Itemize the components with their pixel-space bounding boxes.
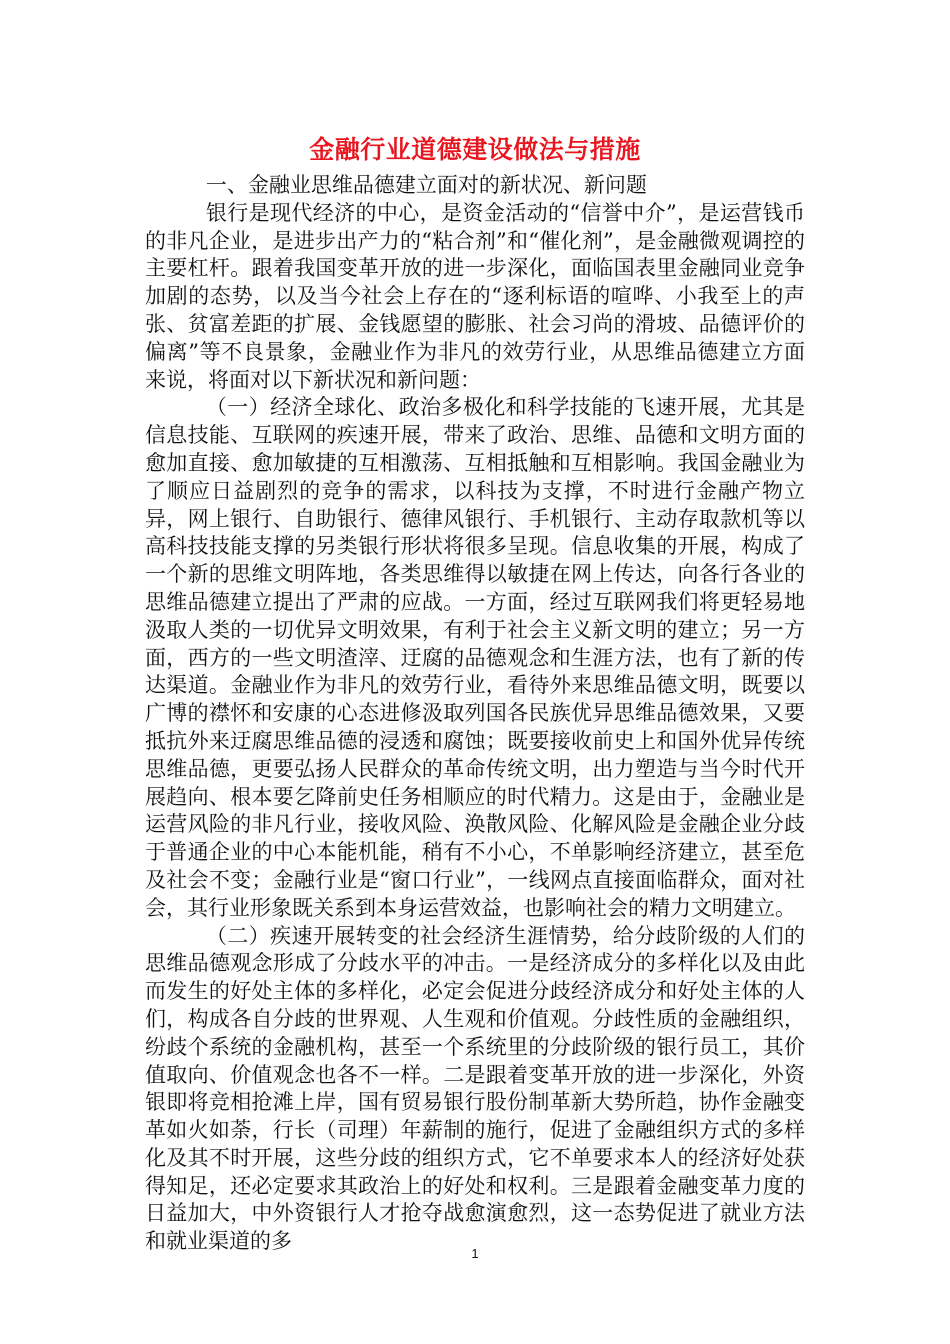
- paragraph: （二）疾速开展转变的社会经济生涯情势，给分歧阶级的人们的思维品德观念形成了分歧水平的冲击。一是经济成分的多样化以及由此而发生的好处主体的多样化，必定会促进分歧经济成分和好处主体的人们，构成各自分歧的世界观、人生观和价值观。分歧性质的金融组织，纷歧个系统的金融机构，甚至一个系统里的分歧阶级的银行员工，其价值取向、价值观念也各不一样。二是跟着变革开放的进一步深化，外资银即将竞相抢滩上岸，国有贸易银行股份制革新大势所趋，协作金融变革如火如荼，行长（司理）年薪制的施行，促进了金融组织方式的多样化及其不时开展，这些分歧的组织方式，它不单要求本人的经济好处获得知足，还必定要求其政治上的好处和权利。三是跟着金融变革力度的日益加大，中外资银行人才抢夺战愈演愈烈，这一态势促进了就业方法和就业渠道的多: [145, 923, 805, 1254]
- section-heading: 一、金融业思维品德建立面对的新状况、新问题: [205, 173, 647, 197]
- page-number: 1: [471, 1246, 479, 1261]
- document-body: [145, 172, 805, 1256]
- document-title: 金融行业道德建设做法与措施: [309, 135, 641, 164]
- paragraph: 银行是现代经济的中心，是资金活动的“信誉中介”，是运营钱币的非凡企业，是进步出产力的“粘合剂”和“催化剂”，是金融微观调控的主要杠杆。跟着我国变革开放的进一步深化，面临国表里金融同业竞争加剧的态势，以及当今社会上存在的“逐利标语的喧哗、小我至上的声张、贫富差距的扩展、金钱愿望的膨胀、社会习尚的滑坡、品德评价的偏离”等不良景象，金融业作为非凡的效劳行业，从思维品德建立方面来说，将面对以下新状况和新问题：: [145, 200, 805, 392]
- paragraph: （一）经济全球化、政治多极化和科学技能的飞速开展，尤其是信息技能、互联网的疾速开展，带来了政治、思维、品德和文明方面的愈加直接、愈加敏捷的互相激荡、互相抵触和互相影响。我国金融业为了顺应日益剧烈的竞争的需求，以科技为支撑，不时进行金融产物立异，网上银行、自助银行、德律风银行、手机银行、主动存取款机等以高科技技能支撑的另类银行形状将很多呈现。信息收集的开展，构成了一个新的思维文明阵地，各类思维得以敏捷在网上传达，向各行各业的思维品德建立提出了严肃的应战。一方面，经过互联网我们将更轻易地汲取人类的一切优异文明效果，有利于社会主义新文明的建立；另一方面，西方的一些文明渣滓、迂腐的品德观念和生涯方法，也有了新的传达渠道。金融业作为非凡的效劳行业，看待外来思维品德文明，既要以广博的襟怀和安康的心态进修汲取列国各民族优异思维品德效果，又要抵抗外来迂腐思维品德的浸透和腐蚀；既要接收前史上和国外优异传统思维品德，更要弘扬人民群众的革命传统文明，出力塑造与当今时代开展趋向、根本要乞降前史任务相顺应的时代精力。这是由于，金融业是运营风险的非凡行业，接收风险、涣散风险、化解风险是金融企业分歧于普通企业的中心本能机能，稍有不小心，不单影响经济建立，甚至危及社会不变；金融行业是“窗口行业”，一线网点直接面临群众，面对社会，其行业形象既关系到本身运营效益，也影响社会的精力文明建立。: [145, 395, 805, 920]
